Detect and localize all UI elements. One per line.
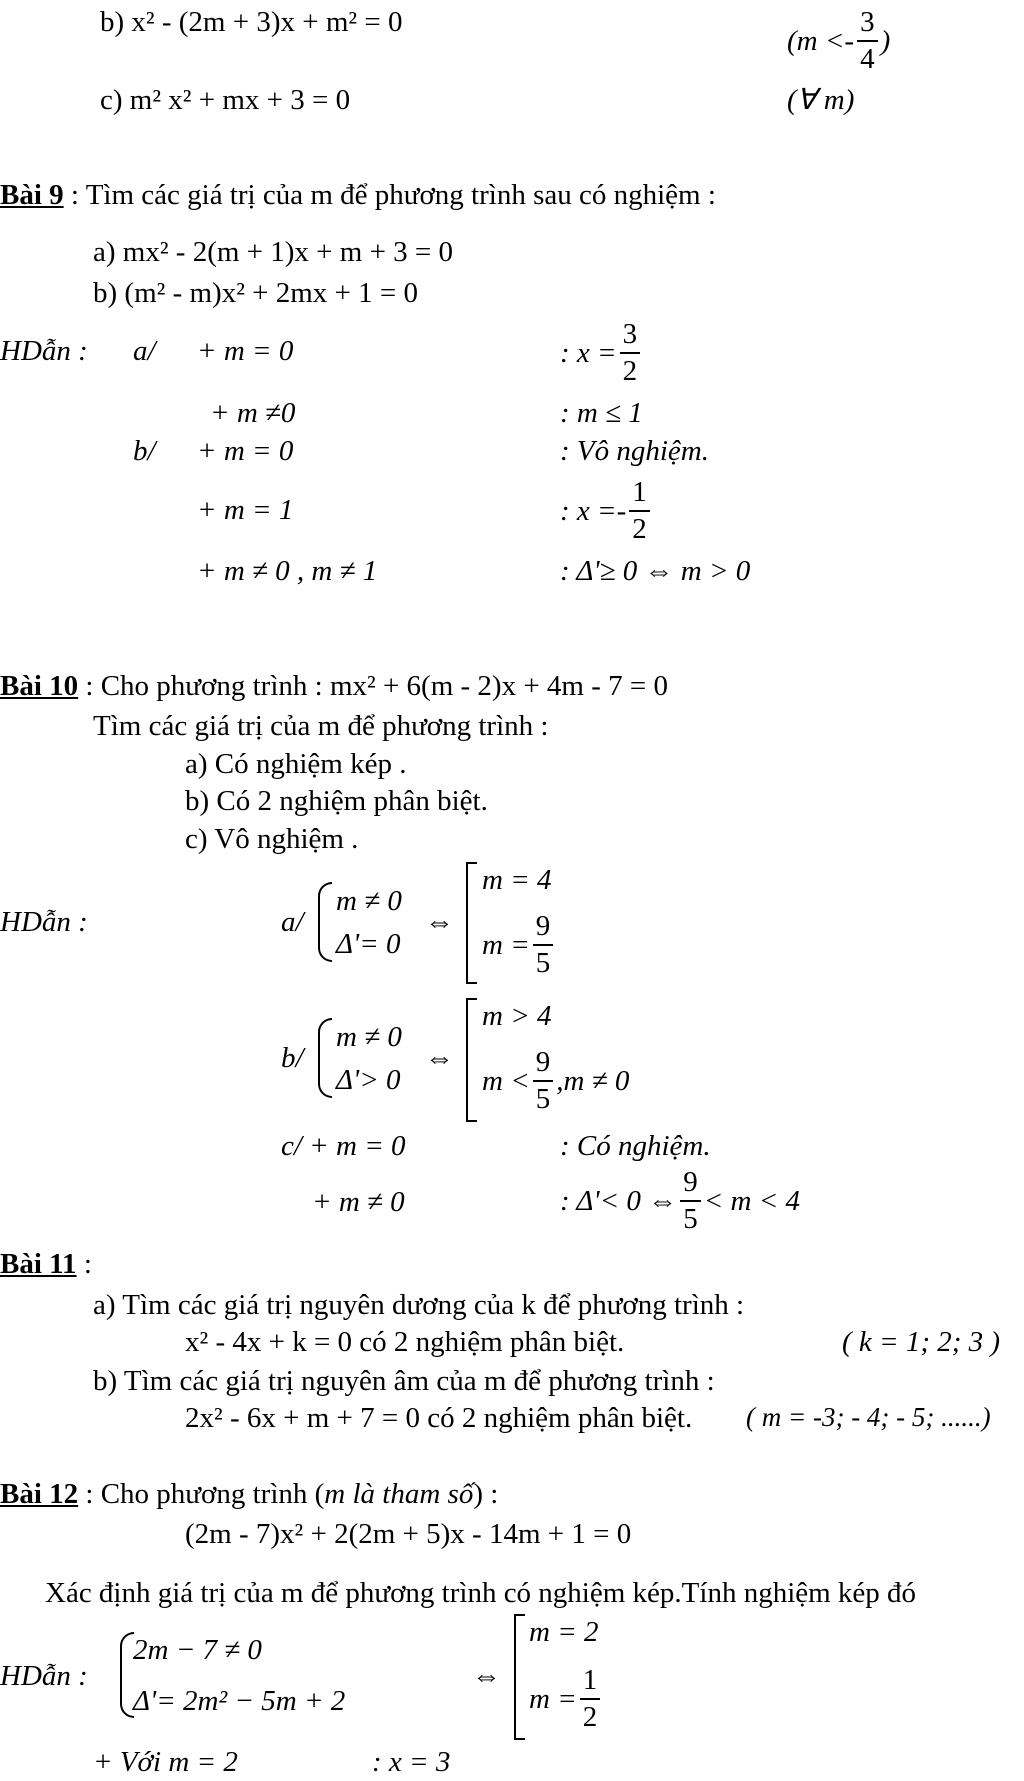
bai10-c: c) Vô nghiệm .	[185, 823, 359, 855]
bai10-a-sys1: m ≠ 0	[336, 885, 402, 917]
bai12-sys2: Δ'= 2m² − 5m + 2	[133, 1685, 346, 1717]
bai9-prompt: : Tìm các giá trị của m để phương trình sau có nghiệm :	[63, 179, 716, 211]
bai12-r2-den: 2	[582, 1701, 598, 1733]
top-b-label: b)	[100, 6, 125, 38]
top-b-cond-post: )	[880, 24, 891, 57]
bai10-a: a) Có nghiệm kép .	[185, 748, 407, 780]
bai10-b-r2-den: 5	[535, 1083, 551, 1115]
bai10-b-r2	[482, 1048, 629, 1114]
bai11-a-eq: x² - 4x + k = 0 có 2 nghiệm phân biệt.	[185, 1326, 625, 1358]
bai12-r2-num: 1	[580, 1666, 601, 1700]
bai9-a-tag: a/	[133, 335, 156, 367]
bai11-a-task: a) Tìm các giá trị nguyên dương của k để phương trình :	[93, 1289, 745, 1321]
top-b-equation	[100, 8, 402, 37]
top-b-cond-fraction	[857, 8, 878, 74]
bai10-b-r2-post: ,m ≠ 0	[556, 1064, 630, 1097]
top-b-cond-pre: (m <-	[787, 24, 855, 57]
bai10-a-r2-pre: m =	[482, 928, 530, 961]
bai10-b-r2-fraction	[533, 1048, 554, 1114]
bai10-b-r2-pre: m <	[482, 1064, 530, 1097]
bai10-c-row2-fraction	[680, 1168, 701, 1234]
bai9-row1-fraction	[620, 320, 641, 386]
bai9-heading	[0, 181, 716, 210]
bai10-b-brace	[318, 1018, 332, 1098]
bai10-b-bracket	[466, 998, 477, 1122]
top-b-cond-den: 4	[860, 43, 875, 75]
bai9-row4-pre: : x =-	[560, 494, 627, 527]
bai9-a-eq: a) mx² - 2(m + 1)x + m + 3 = 0	[93, 236, 454, 268]
bai10-b-tag: b/	[281, 1042, 304, 1074]
bai10-b-r1: m > 4	[482, 1000, 552, 1032]
bai9-row4-right	[560, 478, 653, 544]
bai9-hd-label: HDẫn :	[0, 335, 88, 367]
top-b-cond-num: 3	[857, 8, 878, 42]
bai9-row1-den: 2	[622, 355, 638, 387]
bai10-a-r2	[482, 912, 556, 978]
bai9-row3-right: : Vô nghiệm.	[560, 435, 709, 467]
bai12-sys1: 2m − 7 ≠ 0	[133, 1634, 262, 1666]
bai12-iff: ⇔	[472, 1660, 501, 1692]
bai11-a-answer: ( k = 1; 2; 3 )	[842, 1326, 1001, 1358]
top-b-eq: x² - (2m + 3)x + m² = 0	[131, 6, 403, 38]
bai11-colon: :	[76, 1248, 92, 1280]
bai12-prompt-pre: : Cho phương trình (	[78, 1478, 325, 1510]
bai11-b-task: b) Tìm các giá trị nguyên âm của m để phương trình :	[93, 1365, 715, 1397]
bai12-task: Xác định giá trị của m để phương trình có nghiệm kép.Tính nghiệm kép đó	[45, 1577, 917, 1609]
bai10-b: b) Có 2 nghiệm phân biệt.	[185, 785, 488, 817]
bai10-b-sys2: Δ'> 0	[336, 1064, 401, 1096]
bai9-title: Bài 9	[0, 179, 64, 211]
bai11-b-eq: 2x² - 6x + m + 7 = 0 có 2 nghiệm phân biệt.	[185, 1402, 693, 1434]
bai10-a-brace	[318, 882, 332, 962]
bai9-row5-right: : Δ'≥ 0 ⇔ m > 0	[560, 555, 751, 587]
bai9-row4-fraction	[629, 478, 650, 544]
bai10-heading	[0, 672, 668, 701]
bai10-a-r2-num: 9	[533, 912, 554, 946]
bai9-row5-left: + m ≠ 0 , m ≠ 1	[197, 555, 378, 587]
bai12-bracket	[514, 1614, 525, 1740]
bai10-b-sys1: m ≠ 0	[336, 1021, 402, 1053]
bai10-prompt: : Cho phương trình : mx² + 6(m - 2)x + 4m - 7 = 0	[78, 670, 668, 702]
bai9-row2-left: + m ≠0	[210, 397, 296, 429]
bai9-row1-right	[560, 320, 643, 386]
bai10-a-iff: ⇔	[425, 906, 454, 938]
bai9-row1-left: + m = 0	[197, 335, 294, 367]
bai10-c-row1-left: c/ + m = 0	[281, 1130, 406, 1162]
bai10-c-row2-left: + m ≠ 0	[312, 1186, 405, 1218]
bai9-row1-num: 3	[620, 320, 641, 354]
bai10-b-r2-num: 9	[533, 1048, 554, 1082]
bai10-c-row2-right	[560, 1168, 800, 1234]
bai10-c-row2-post: < m < 4	[703, 1184, 801, 1217]
bai10-c-row2-den: 5	[683, 1203, 698, 1235]
bai11-b-answer: ( m = -3; - 4; - 5; ......)	[746, 1402, 991, 1432]
bai12-heading	[0, 1480, 498, 1509]
bai10-c-row2-pre: : Δ'< 0 ⇔	[560, 1184, 678, 1217]
bai11-heading	[0, 1250, 92, 1279]
bai12-last-left: + Với m = 2	[93, 1746, 238, 1778]
bai10-title: Bài 10	[0, 670, 79, 702]
bai12-last-right: : x = 3	[372, 1746, 451, 1778]
bai12-r2-pre: m =	[529, 1682, 577, 1715]
bai9-row4-den: 2	[632, 513, 647, 545]
bai9-b-eq: b) (m² - m)x² + 2mx + 1 = 0	[93, 277, 419, 309]
bai10-c-row2-num: 9	[680, 1168, 701, 1202]
top-c-eq: m² x² + mx + 3 = 0	[129, 84, 351, 116]
bai10-b-iff: ⇔	[425, 1042, 454, 1074]
top-c-label: c)	[100, 84, 123, 116]
bai12-r2-fraction	[580, 1666, 601, 1732]
bai11-title: Bài 11	[0, 1248, 77, 1280]
top-b-condition	[787, 8, 890, 74]
bai10-a-r2-fraction	[533, 912, 554, 978]
bai12-title: Bài 12	[0, 1478, 79, 1510]
bai9-row1-pre: : x =	[560, 336, 617, 369]
bai12-r1: m = 2	[529, 1616, 599, 1648]
bai10-a-r2-den: 5	[535, 947, 551, 979]
bai10-a-r1: m = 4	[482, 864, 552, 896]
bai10-c-row1-right: : Có nghiệm.	[560, 1130, 711, 1162]
bai9-row4-num: 1	[629, 478, 650, 512]
bai12-r2	[529, 1666, 603, 1732]
bai10-a-sys2: Δ'= 0	[336, 928, 401, 960]
top-c-condition: (∀ m)	[787, 84, 855, 116]
bai12-eq: (2m - 7)x² + 2(2m + 5)x - 14m + 1 = 0	[185, 1518, 632, 1550]
top-c-equation	[100, 86, 350, 115]
bai9-row2-right: : m ≤ 1	[560, 397, 643, 429]
bai12-prompt-italic: m là tham số	[324, 1478, 474, 1510]
bai10-task: Tìm các giá trị của m để phương trình :	[93, 710, 549, 742]
bai10-a-tag: a/	[281, 906, 304, 938]
bai10-hd-label: HDẫn :	[0, 906, 88, 938]
bai10-a-bracket	[466, 862, 477, 984]
bai9-row4-left: + m = 1	[197, 494, 294, 526]
bai12-prompt-post: ) :	[473, 1478, 499, 1510]
bai9-row3-left: + m = 0	[197, 435, 294, 467]
bai12-hd-label: HDẫn :	[0, 1660, 88, 1692]
bai12-brace	[120, 1632, 134, 1718]
bai9-b-tag: b/	[133, 435, 156, 467]
